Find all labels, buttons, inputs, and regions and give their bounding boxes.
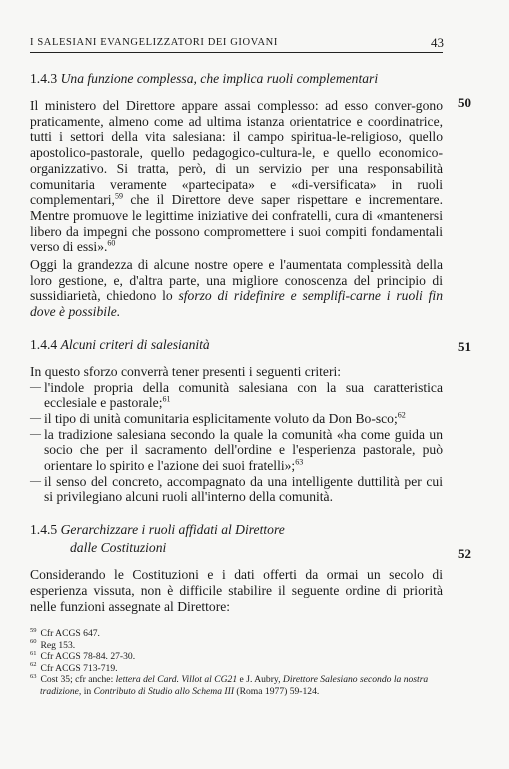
footnote-text: Cfr ACGS 713-719. xyxy=(40,662,118,674)
footnote-text: Cfr ACGS 78-84. 27-30. xyxy=(40,651,136,662)
heading-1-4-4 xyxy=(30,336,443,354)
footnote xyxy=(30,674,444,697)
footnote-emphasis: Contributo di Studio allo Schema III xyxy=(93,685,235,697)
list-item xyxy=(30,380,443,411)
section-title: Gerarchizzare i ruoli affidati al Direttore xyxy=(60,522,285,538)
paragraph: In questo sforzo converrà tener presenti i seguenti criteri: xyxy=(30,363,342,379)
text-run: Il ministero del Direttore appare assai complesso: ad esso conver-gono praticamente, almeno come ad ultima istanza orientatrice e coordinatrice, tutti i settori della vita salesiana: il campo spiritua-le-religioso, quello apostolico-pastorale, quello pedagogico-cultura-le, e quello economico-organizzativo. Si tratta, però, di un servizio per una responsabilità comunitaria veramente «partecipata» e «di-versificata» in ruoli complementari, xyxy=(30,98,443,208)
footnote-emphasis: lettera del Card. Villot al CG21 xyxy=(115,674,238,685)
list-item xyxy=(30,411,443,427)
text-run: che il Direttore deve saper rispettare e incrementare. Mentre promuove le legittime iniziative dei confratelli, cura di «mantenersi libero da impegni che possono compromettere i suoi compiti fondamentali verso di essi». xyxy=(30,192,443,255)
footnote-number: 61 xyxy=(30,649,37,657)
section-number: 1.4.5 xyxy=(30,522,58,538)
footnote-number: 60 xyxy=(30,638,37,646)
list-item xyxy=(30,427,443,474)
item-text: la tradizione salesiana secondo la quale la comunità «ha come guida un socio che per il sacramento dell'ordine e l'esperienza pastorale, può orientare lo spirito e l'azione dei suoi fratelli»; xyxy=(44,426,443,474)
footnote-number: 59 xyxy=(30,626,37,634)
footnote-number: 63 xyxy=(30,672,37,680)
section-title: Una funzione complessa, che implica ruoli complementari xyxy=(60,71,379,86)
margin-number-50: 50 xyxy=(458,95,471,110)
footnote-ref: 59 xyxy=(114,191,123,201)
page-number: 43 xyxy=(431,35,444,50)
list-item xyxy=(30,474,443,505)
footnote xyxy=(30,628,444,640)
heading-1-4-3 xyxy=(30,70,443,88)
item-text: l'indole propria della comunità salesiana con la sua caratteristica ecclesiale e pastorale; xyxy=(44,379,443,411)
header-rule xyxy=(30,52,443,53)
criteria-list xyxy=(30,380,443,506)
paragraph xyxy=(30,257,443,320)
footnote-text: (Roma 1977) 59-124. xyxy=(234,685,320,697)
footnote xyxy=(30,663,444,675)
footnote-ref: 60 xyxy=(107,238,116,248)
footnote-text: e J. Aubry, xyxy=(237,674,283,685)
footnote-text: Reg 153. xyxy=(40,639,76,651)
emphasis: sforzo di ridefinire e semplifi-carne i ruoli fin dove è possibile. xyxy=(30,288,443,320)
paragraph: Considerando le Costituzioni e i dati offerti da ormai un secolo di esperienza vissuta, non è difficile stabilire il seguente ordine di priorità nelle funzioni assegnate al Direttore: xyxy=(30,567,443,614)
heading-1-4-5 xyxy=(30,521,443,557)
margin-number-51: 51 xyxy=(458,339,471,354)
footnote xyxy=(30,651,444,663)
text-run: Oggi la grandezza di alcune nostre opere e l'aumentata complessità della loro gestione, e, d'altra parte, una migliore conoscenza del principio di sussidiarietà, chiedono lo xyxy=(30,257,443,304)
footnote xyxy=(30,640,444,652)
paragraph xyxy=(30,98,443,255)
section-number: 1.4.4 xyxy=(30,336,58,352)
section-title: Alcuni criteri di salesianità xyxy=(60,336,210,352)
footnotes xyxy=(30,628,444,697)
footnote-text: Cost 35; cfr anche: xyxy=(40,674,116,685)
footnote-ref: 63 xyxy=(295,457,304,467)
section-number: 1.4.3 xyxy=(30,71,58,86)
running-title: I SALESIANI EVANGELIZZATORI DEI GIOVANI xyxy=(30,37,278,48)
footnote-text: Cfr ACGS 647. xyxy=(40,628,100,639)
footnote-text: in xyxy=(81,685,94,697)
footnote-ref: 61 xyxy=(162,394,171,404)
section-title-cont: dalle Costituzioni xyxy=(70,540,167,556)
main-text xyxy=(30,56,443,614)
item-text: il tipo di unità comunitaria esplicitamente voluto da Don Bo-sco; xyxy=(44,410,398,426)
footnote-emphasis: Direttore Salesiano secondo la nostra tradizione, xyxy=(40,674,429,697)
margin-number-52: 52 xyxy=(458,546,471,561)
footnote-number: 62 xyxy=(30,661,37,669)
footnote-ref: 62 xyxy=(397,410,406,420)
item-text: il senso del concreto, accompagnato da una intelligente duttilità per cui si privilegiano alcuni ruoli all'interno della comunità. xyxy=(44,473,443,505)
